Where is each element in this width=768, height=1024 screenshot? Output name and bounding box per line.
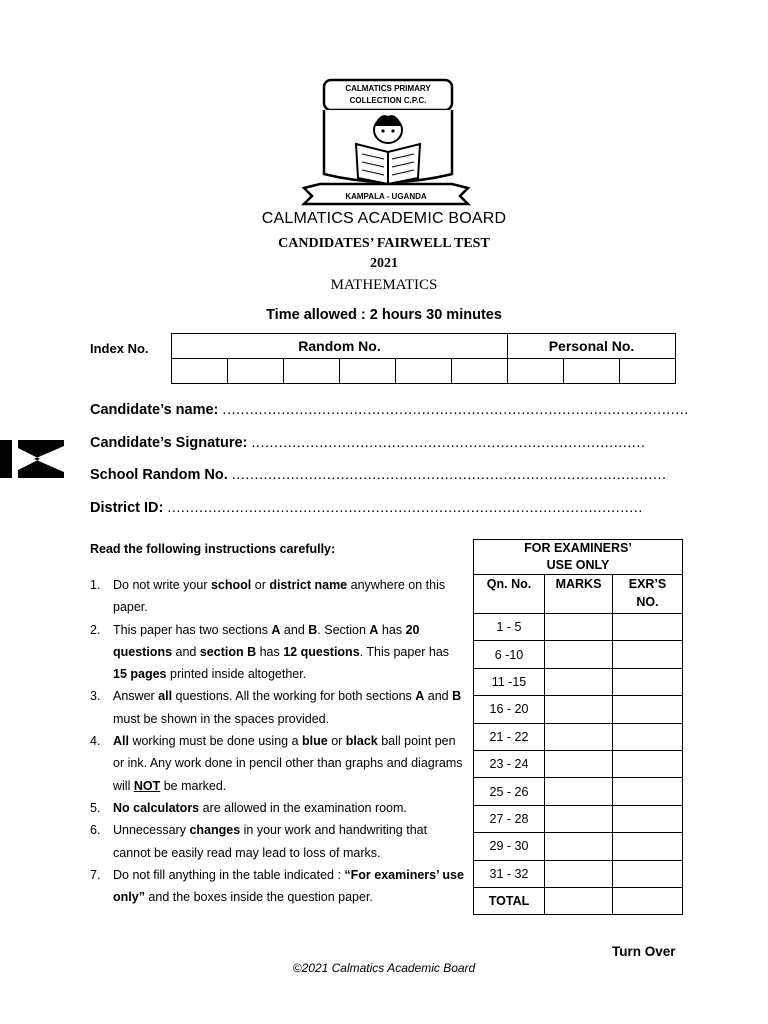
item-number: 4.: [90, 734, 101, 749]
item-number: 5.: [90, 800, 101, 815]
index-box[interactable]: [564, 359, 620, 384]
qn-range-cell: 25 - 26: [474, 778, 545, 805]
test-title: CANDIDATES’ FAIRWELL TEST: [278, 236, 490, 251]
examiners-table-row: [474, 750, 683, 777]
item-number: 3.: [90, 689, 101, 704]
instruction-item: 5. No calculators are allowed in the examination room.: [90, 797, 465, 819]
instruction-item: 4. All working must be done using a blue or black ball point pen or ink. Any work done in pencil other than graphs and diagrams will NOT be marked.: [90, 730, 465, 797]
examiner-no-cell[interactable]: [613, 860, 683, 887]
examiners-table-row: [474, 614, 683, 641]
marks-cell[interactable]: [545, 887, 613, 914]
item-number: 2.: [90, 622, 101, 637]
examiners-table-row: [474, 641, 683, 668]
field-label: Candidate’s Signature:: [90, 435, 252, 451]
instructions-list: [90, 574, 465, 908]
marks-cell[interactable]: [545, 641, 613, 668]
qn-range-cell: 31 - 32: [474, 860, 545, 887]
field-label: District ID:: [90, 500, 168, 516]
examiners-table-row: [474, 833, 683, 860]
marks-cell[interactable]: [545, 614, 613, 641]
index-box[interactable]: [508, 359, 564, 384]
index-box[interactable]: [452, 359, 508, 384]
examiner-no-cell[interactable]: [613, 750, 683, 777]
test-year: 2021: [370, 256, 398, 271]
examiners-table-row: [474, 805, 683, 832]
qn-range-cell: 21 - 22: [474, 723, 545, 750]
item-number: 1.: [90, 578, 101, 592]
marks-cell[interactable]: [545, 696, 613, 723]
examiner-no-cell[interactable]: [613, 696, 683, 723]
logo-text-top-2: COLLECTION C.P.C.: [349, 96, 427, 105]
district-id-field[interactable]: [90, 500, 643, 516]
item-number: 6.: [90, 823, 101, 838]
random-no-header: Random No.: [172, 334, 508, 359]
school-random-no-field[interactable]: [90, 467, 667, 483]
qn-range-cell: 27 - 28: [474, 805, 545, 832]
examiner-no-cell[interactable]: [613, 833, 683, 860]
field-dots: ................................................................................................: [231, 467, 667, 483]
index-box[interactable]: [172, 359, 228, 384]
examiners-table-row: [474, 778, 683, 805]
registration-mark-icon: [0, 436, 64, 482]
examiner-no-cell[interactable]: [613, 614, 683, 641]
subject-title: MATHEMATICS: [330, 277, 438, 293]
qn-range-cell: 11 -15: [474, 668, 545, 695]
qn-range-cell: 23 - 24: [474, 750, 545, 777]
instruction-item: 2. This paper has two sections A and B. Section A has 20 questions and section B has 12 questions. This paper has 15 pages printed inside altogether.: [90, 619, 465, 686]
qn-range-cell: 29 - 30: [474, 833, 545, 860]
examiners-table-row: [474, 723, 683, 750]
qn-range-cell: 16 - 20: [474, 696, 545, 723]
examiners-table-row: [474, 668, 683, 695]
marks-cell[interactable]: [545, 778, 613, 805]
col-exr-no: EXR’S NO.: [613, 575, 683, 614]
logo-banner-text: KAMPALA - UGANDA: [345, 192, 427, 201]
qn-range-cell: 1 - 5: [474, 614, 545, 641]
copyright-footer: ©2021 Calmatics Academic Board: [292, 961, 476, 975]
qn-range-cell: TOTAL: [474, 887, 545, 914]
examiner-no-cell[interactable]: [613, 641, 683, 668]
col-qn-no: Qn. No.: [474, 575, 545, 614]
index-box[interactable]: [620, 359, 676, 384]
field-label: Candidate’s name:: [90, 402, 223, 418]
field-label: School Random No.: [90, 467, 232, 483]
examiner-no-cell[interactable]: [613, 668, 683, 695]
index-box[interactable]: [228, 359, 284, 384]
examiners-table-title: FOR EXAMINERS’ USE ONLY: [474, 540, 683, 575]
field-dots: .........................................................................................................: [167, 500, 643, 516]
index-number-table: [171, 333, 676, 384]
marks-cell[interactable]: [545, 833, 613, 860]
examiner-no-cell[interactable]: [613, 887, 683, 914]
field-dots: .......................................................................................................: [222, 402, 689, 418]
instruction-item: 1. Do not write your school or district name anywhere on this paper.: [90, 574, 465, 619]
index-box[interactable]: [396, 359, 452, 384]
col-marks: MARKS: [545, 575, 613, 614]
examiners-table: [473, 539, 683, 915]
instruction-item: 3. Answer all questions. All the working for both sections A and B must be shown in the spaces provided.: [90, 685, 465, 730]
instructions-title: Read the following instructions carefully:: [90, 542, 336, 556]
qn-range-cell: 6 -10: [474, 641, 545, 668]
examiner-no-cell[interactable]: [613, 778, 683, 805]
examiners-table-row: [474, 860, 683, 887]
marks-cell[interactable]: [545, 805, 613, 832]
examiner-no-cell[interactable]: [613, 723, 683, 750]
examiner-no-cell[interactable]: [613, 805, 683, 832]
marks-cell[interactable]: [545, 668, 613, 695]
turn-over-label: Turn Over: [612, 944, 676, 959]
marks-cell[interactable]: [545, 750, 613, 777]
school-logo: [300, 78, 472, 208]
time-allowed: Time allowed : 2 hours 30 minutes: [266, 307, 502, 323]
board-name: CALMATICS ACADEMIC BOARD: [261, 210, 507, 227]
index-box[interactable]: [340, 359, 396, 384]
index-box[interactable]: [284, 359, 340, 384]
marks-cell[interactable]: [545, 723, 613, 750]
field-dots: .......................................................................................: [251, 435, 646, 451]
logo-text-top-1: CALMATICS PRIMARY: [345, 84, 431, 93]
instruction-item: 6. Unnecessary changes in your work and handwriting that cannot be easily read may lead to loss of marks.: [90, 819, 465, 864]
examiners-table-row: [474, 887, 683, 914]
index-no-label: Index No.: [90, 341, 149, 356]
candidate-signature-field[interactable]: [90, 435, 645, 451]
personal-no-header: Personal No.: [508, 334, 676, 359]
examiners-table-row: [474, 696, 683, 723]
instruction-item: 7. Do not fill anything in the table indicated : “For examiners’ use only” and the boxes inside the question paper.: [90, 864, 465, 909]
candidate-name-field[interactable]: [90, 402, 689, 418]
marks-cell[interactable]: [545, 860, 613, 887]
item-number: 7.: [90, 867, 101, 882]
